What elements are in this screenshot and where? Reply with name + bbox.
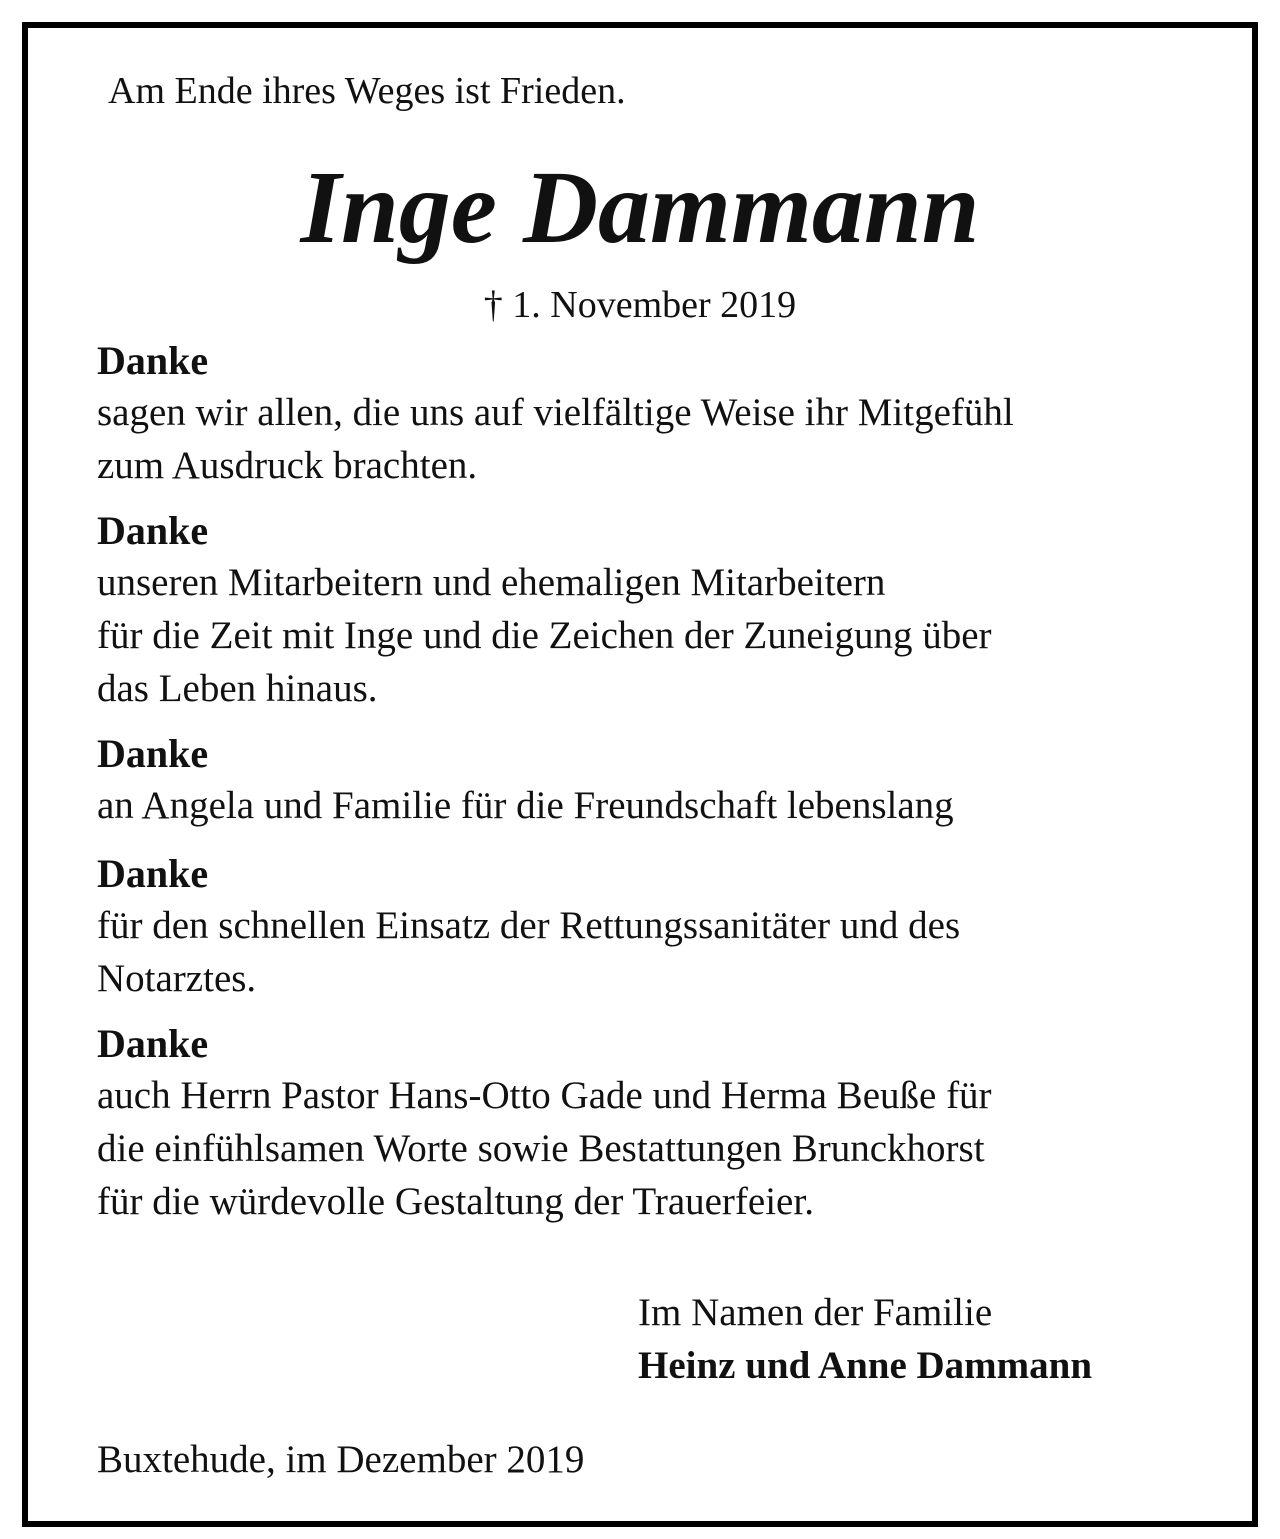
thanks-heading: Danke [97,851,209,896]
thanks-line: an Angela und Familie für die Freundschaft lebenslang [97,784,954,827]
thanks-section-3 [97,729,1217,832]
thanks-line: auch Herrn Pastor Hans-Otto Gade und Herma Beuße für [97,1074,992,1117]
signature-intro: Im Namen der Familie [638,1291,993,1334]
thanks-section-1 [97,336,1217,492]
thanks-line: zum Ausdruck brachten. [97,444,478,487]
thanks-line: für die würdevolle Gestaltung der Trauerfeier. [97,1180,814,1223]
thanks-section-5 [97,1019,1217,1228]
signature-names: Heinz und Anne Dammann [638,1344,1093,1387]
thanks-line: unseren Mitarbeitern und ehemaligen Mitarbeitern [97,561,886,604]
thanks-heading: Danke [97,508,209,553]
signature [638,1286,1092,1392]
thanks-line: das Leben hinaus. [97,667,378,710]
thanks-line: sagen wir allen, die uns auf vielfältige Weise ihr Mitgefühl [97,391,1014,434]
thanks-heading: Danke [97,731,209,776]
death-date: † 1. November 2019 [483,284,797,326]
motto: Am Ende ihres Weges ist Frieden. [108,70,626,112]
thanks-line: die einfühlsamen Worte sowie Bestattungen Brunckhorst [97,1127,985,1170]
thanks-section-4 [97,849,1217,1005]
thanks-line: für die Zeit mit Inge und die Zeichen der Zuneigung über [97,614,992,657]
thanks-section-2 [97,506,1217,715]
place-date: Buxtehude, im Dezember 2019 [97,1438,585,1481]
thanks-line: für den schnellen Einsatz der Rettungssanitäter und des [97,904,961,947]
deceased-name: Inge Dammann [300,150,980,265]
thanks-heading: Danke [97,338,209,383]
thanks-heading: Danke [97,1021,209,1066]
thanks-line: Notarztes. [97,957,257,1000]
